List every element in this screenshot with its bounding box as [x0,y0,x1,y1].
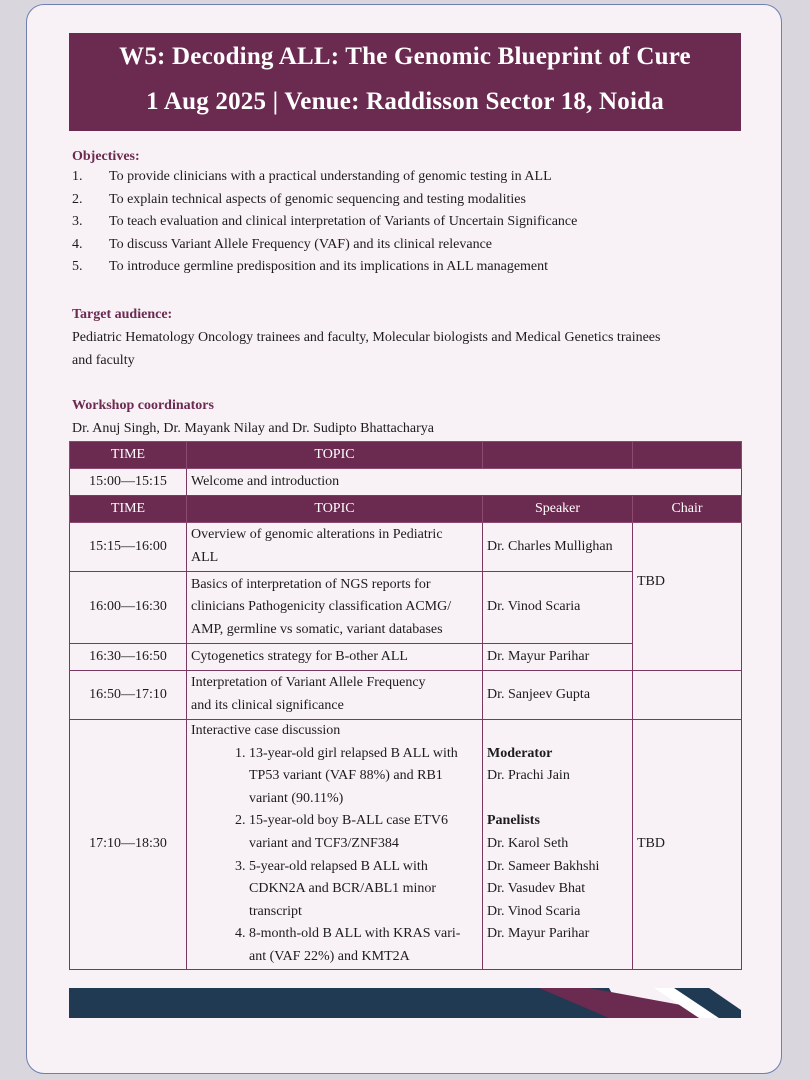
title-banner [69,33,741,131]
audience-text: Pediatric Hematology Oncology trainees and faculty, Molecular biologists and Medical Genetics trainees and faculty [72,330,661,368]
program-page [26,4,782,1074]
table-row: 15:15—16:00 Overview of genomic alterations in Pediatric ALL Dr. Charles Mullighan TBD [70,523,742,572]
table-header-row [70,442,742,469]
case-item: 1. 13-year-old girl relapsed B ALL with TP53 variant (VAF 88%) and RB1 variant (90.11%) [249,743,478,811]
objective-item: 1. To provide clinicians with a practical understanding of genomic testing in ALL [72,169,552,184]
objectives-heading: Objectives: [72,149,140,164]
header-topic: TOPIC [187,442,483,469]
coordinators-heading: Workshop coordinators [72,398,214,413]
table-row: 16:00—16:30 Basics of interpretation of NGS reports for clinicians Pathogenicity classification ACMG/ AMP, germline vs somatic, variant databases Dr. Vinod Scaria [70,572,742,644]
date-venue: 1 Aug 2025 | Venue: Raddisson Sector 18, Noida [146,88,664,115]
table-row: 16:30—16:50 Cytogenetics strategy for B-other ALL Dr. Mayur Parihar [70,644,742,671]
coordinators-names: Dr. Anuj Singh, Dr. Mayank Nilay and Dr. Sudipto Bhattacharya [72,421,435,436]
objective-item: 5. To introduce germline predisposition and its implications in ALL management [72,259,549,275]
header-topic: TOPIC [187,496,483,523]
header-speaker: Speaker [483,496,633,523]
case-item: 2. 15-year-old boy B-ALL case ETV6 variant and TCF3/ZNF384 [249,810,478,855]
workshop-title: W5: Decoding ALL: The Genomic Blueprint of Cure [119,43,691,70]
schedule-table [69,441,742,970]
objective-item: 3. To teach evaluation and clinical interpretation of Variants of Uncertain Significance [72,214,578,230]
chair-cell: TBD [633,720,742,970]
case-list [191,743,478,969]
audience-heading: Target audience: [72,307,173,322]
objectives-list [72,169,732,282]
table-row: 15:00—15:15 Welcome and introduction [70,469,742,496]
case-item: 3. 5-year-old relapsed B ALL with CDKN2A and BCR/ABL1 minor transcript [249,856,478,924]
navy-band [69,988,625,1018]
table-row: 16:50—17:10 Interpretation of Variant Allele Frequency and its clinical significance Dr. Sanjeev Gupta [70,671,742,720]
header-chair: Chair [633,496,742,523]
chair-cell: TBD [633,523,742,671]
header-time: TIME [70,442,187,469]
objective-item: 4. To discuss Variant Allele Frequency (VAF) and its clinical relevance [72,236,493,252]
moderators-panelists: Moderator Dr. Prachi Jain Panelists Dr. Karol Seth Dr. Sameer Bakhshi Dr. Vasudev Bhat Dr. Vinod Scaria Dr. Mayur Parihar [483,720,633,970]
header-time: TIME [70,496,187,523]
case-discussion-row: 17:10—18:30 Interactive case discussion 1. 13-year-old girl relapsed B ALL with TP53 variant (VAF 88%) and RB1 variant (90.11%) 2. 15-year-old boy B-ALL case ETV6 variant and TCF3/ZNF384 3. 5-year-old relapsed B ALL with CDKN2A and BCR/ABL1 minor transcript 4. 8-month-old B ALL with KRAS vari- ant (VAF 22%) and KMT2A Moderator Dr. Prachi Jain Panelists Dr. Karol Seth Dr. Sameer Bakhshi Dr. Vasudev Bhat Dr. Vinod Scaria Dr. Mayur Parihar TBD [70,720,742,970]
footer-decoration [69,988,741,1018]
table-header-row [70,496,742,523]
objective-item: 2. To explain technical aspects of genomic sequencing and testing modalities [72,191,526,207]
case-item: 4. 8-month-old B ALL with KRAS vari- ant (VAF 22%) and KMT2A [249,923,478,968]
